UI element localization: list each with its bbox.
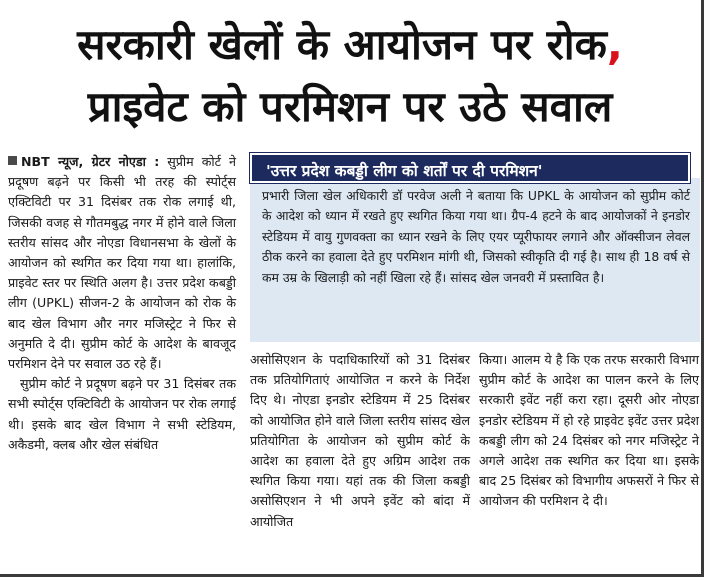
headline-line-2: प्राइवेट को परमिशन पर उठे सवाल bbox=[87, 82, 613, 131]
bullet-square-icon bbox=[8, 156, 17, 165]
article-column-1 bbox=[8, 152, 236, 455]
lead-paragraph bbox=[8, 152, 236, 374]
sidebar-subhead bbox=[250, 153, 690, 183]
headline-comma: , bbox=[606, 20, 623, 69]
article-column-3 bbox=[479, 350, 699, 512]
headline-line-1 bbox=[0, 20, 700, 69]
column-3-paragraph: किया। आलम ये है कि एक तरफ सरकारी विभाग सुप्रीम कोर्ट के आदेश का पालन करने के लिए सरकारी इवेंट नहीं करा रहा। दूसरी ओर नोएडा इनडोर स्टेडियम में हो रहे प्राइवेट इवेंट उत्तर प्रदेश कबड्डी लीग को 24 दिसंबर को नगर मजिस्ट्रेट ने अगले आदेश तक स्थगित कर दिया था। इसके बाद 25 दिसंबर को विभागीय अफसरों ने फिर से आयोजन की परमिशन दे दी। bbox=[479, 352, 699, 509]
column-2-paragraph: असोसिएशन के पदाधिकारियों को 31 दिसंबर तक प्रतियोगिताएं आयोजित न करने के निर्देश दिए थे। नोएडा इनडोर स्टेडियम में 25 दिसंबर को आयोजित होने वाले जिला स्तरीय सांसद खेल प्रतियोगिता के आयोजन को सुप्रीम कोर्ट के आदेश का हवाला देते हुए अग्रिम आदेश तक स्थगित किया गया। यहां तक की जिला कबड्डी असोसिएशन ने भी अपने इवेंट को बांदा में आयोजित bbox=[250, 352, 470, 529]
sidebar-paragraph: प्रभारी जिला खेल अधिकारी डॉ परवेज अली ने बताया कि UPKL के आयोजन को सुप्रीम कोर्ट के आदेश को ध्यान में रखते हुए स्थगित किया गया था। ग्रैप-4 हटने के बाद आयोजकों ने इनडोर स्टेडियम में वायु गुणवक्ता का ध्यान रखने के लिए एयर प्यूरीफायर लगाने और ऑक्सीजन लेवल ठीक करने का हवाला देते हुए परमिशन मांगी थी, जिसको स्वीकृति दी गई है। साथ ही 18 वर्ष से कम उम्र के खिलाड़ी को नहीं खिला रहे हैं। सांसद खेल जनवरी में प्रस्तावित है। bbox=[262, 188, 690, 285]
headline-line-1-text: सरकारी खेलों के आयोजन पर रोक bbox=[77, 20, 607, 69]
second-paragraph: सुप्रीम कोर्ट ने प्रदूषण बढ़ने पर 31 दिसंबर तक सभी स्पोर्ट्स एक्टिविटी के आयोजन पर रोक लगाई थी। इसके बाद खेल विभाग ने सभी स्टेडियम, अकैडमी, क्लब और खेल संबंधित bbox=[8, 376, 236, 452]
sidebar-box-text bbox=[262, 186, 690, 288]
article-column-2 bbox=[250, 350, 470, 532]
byline: NBT न्यूज, ग्रेटर नोएडा : bbox=[21, 154, 160, 169]
sidebar-subhead-text: 'उत्तर प्रदेश कबड्डी लीग को शर्तों पर दी परमिशन' bbox=[266, 162, 543, 180]
lead-paragraph-text: सुप्रीम कोर्ट ने प्रदूषण बढ़ने पर किसी भी तरह की स्पोर्ट्स एक्टिविटी पर 31 दिसंबर तक रोक लगाई थी, जिसकी वजह से गौतमबुद्ध नगर में होने वाले जिला स्तरीय सांसद और नोएडा विधानसभा के खेलों के आयोजन को स्थगित कर दिया गया था। हालांकि, प्राइवेट स्तर पर स्थिति अलग है। उत्तर प्रदेश कबड्डी लीग (UPKL) सीजन-2 के आयोजन को रोक के बाद खेल विभाग और नगर मजिस्ट्रेट ने फिर से अनुमति दे दी। सुप्रीम कोर्ट के आदेश के बावजूद परमिशन देने पर सवाल उठ रहे हैं। bbox=[8, 154, 236, 372]
